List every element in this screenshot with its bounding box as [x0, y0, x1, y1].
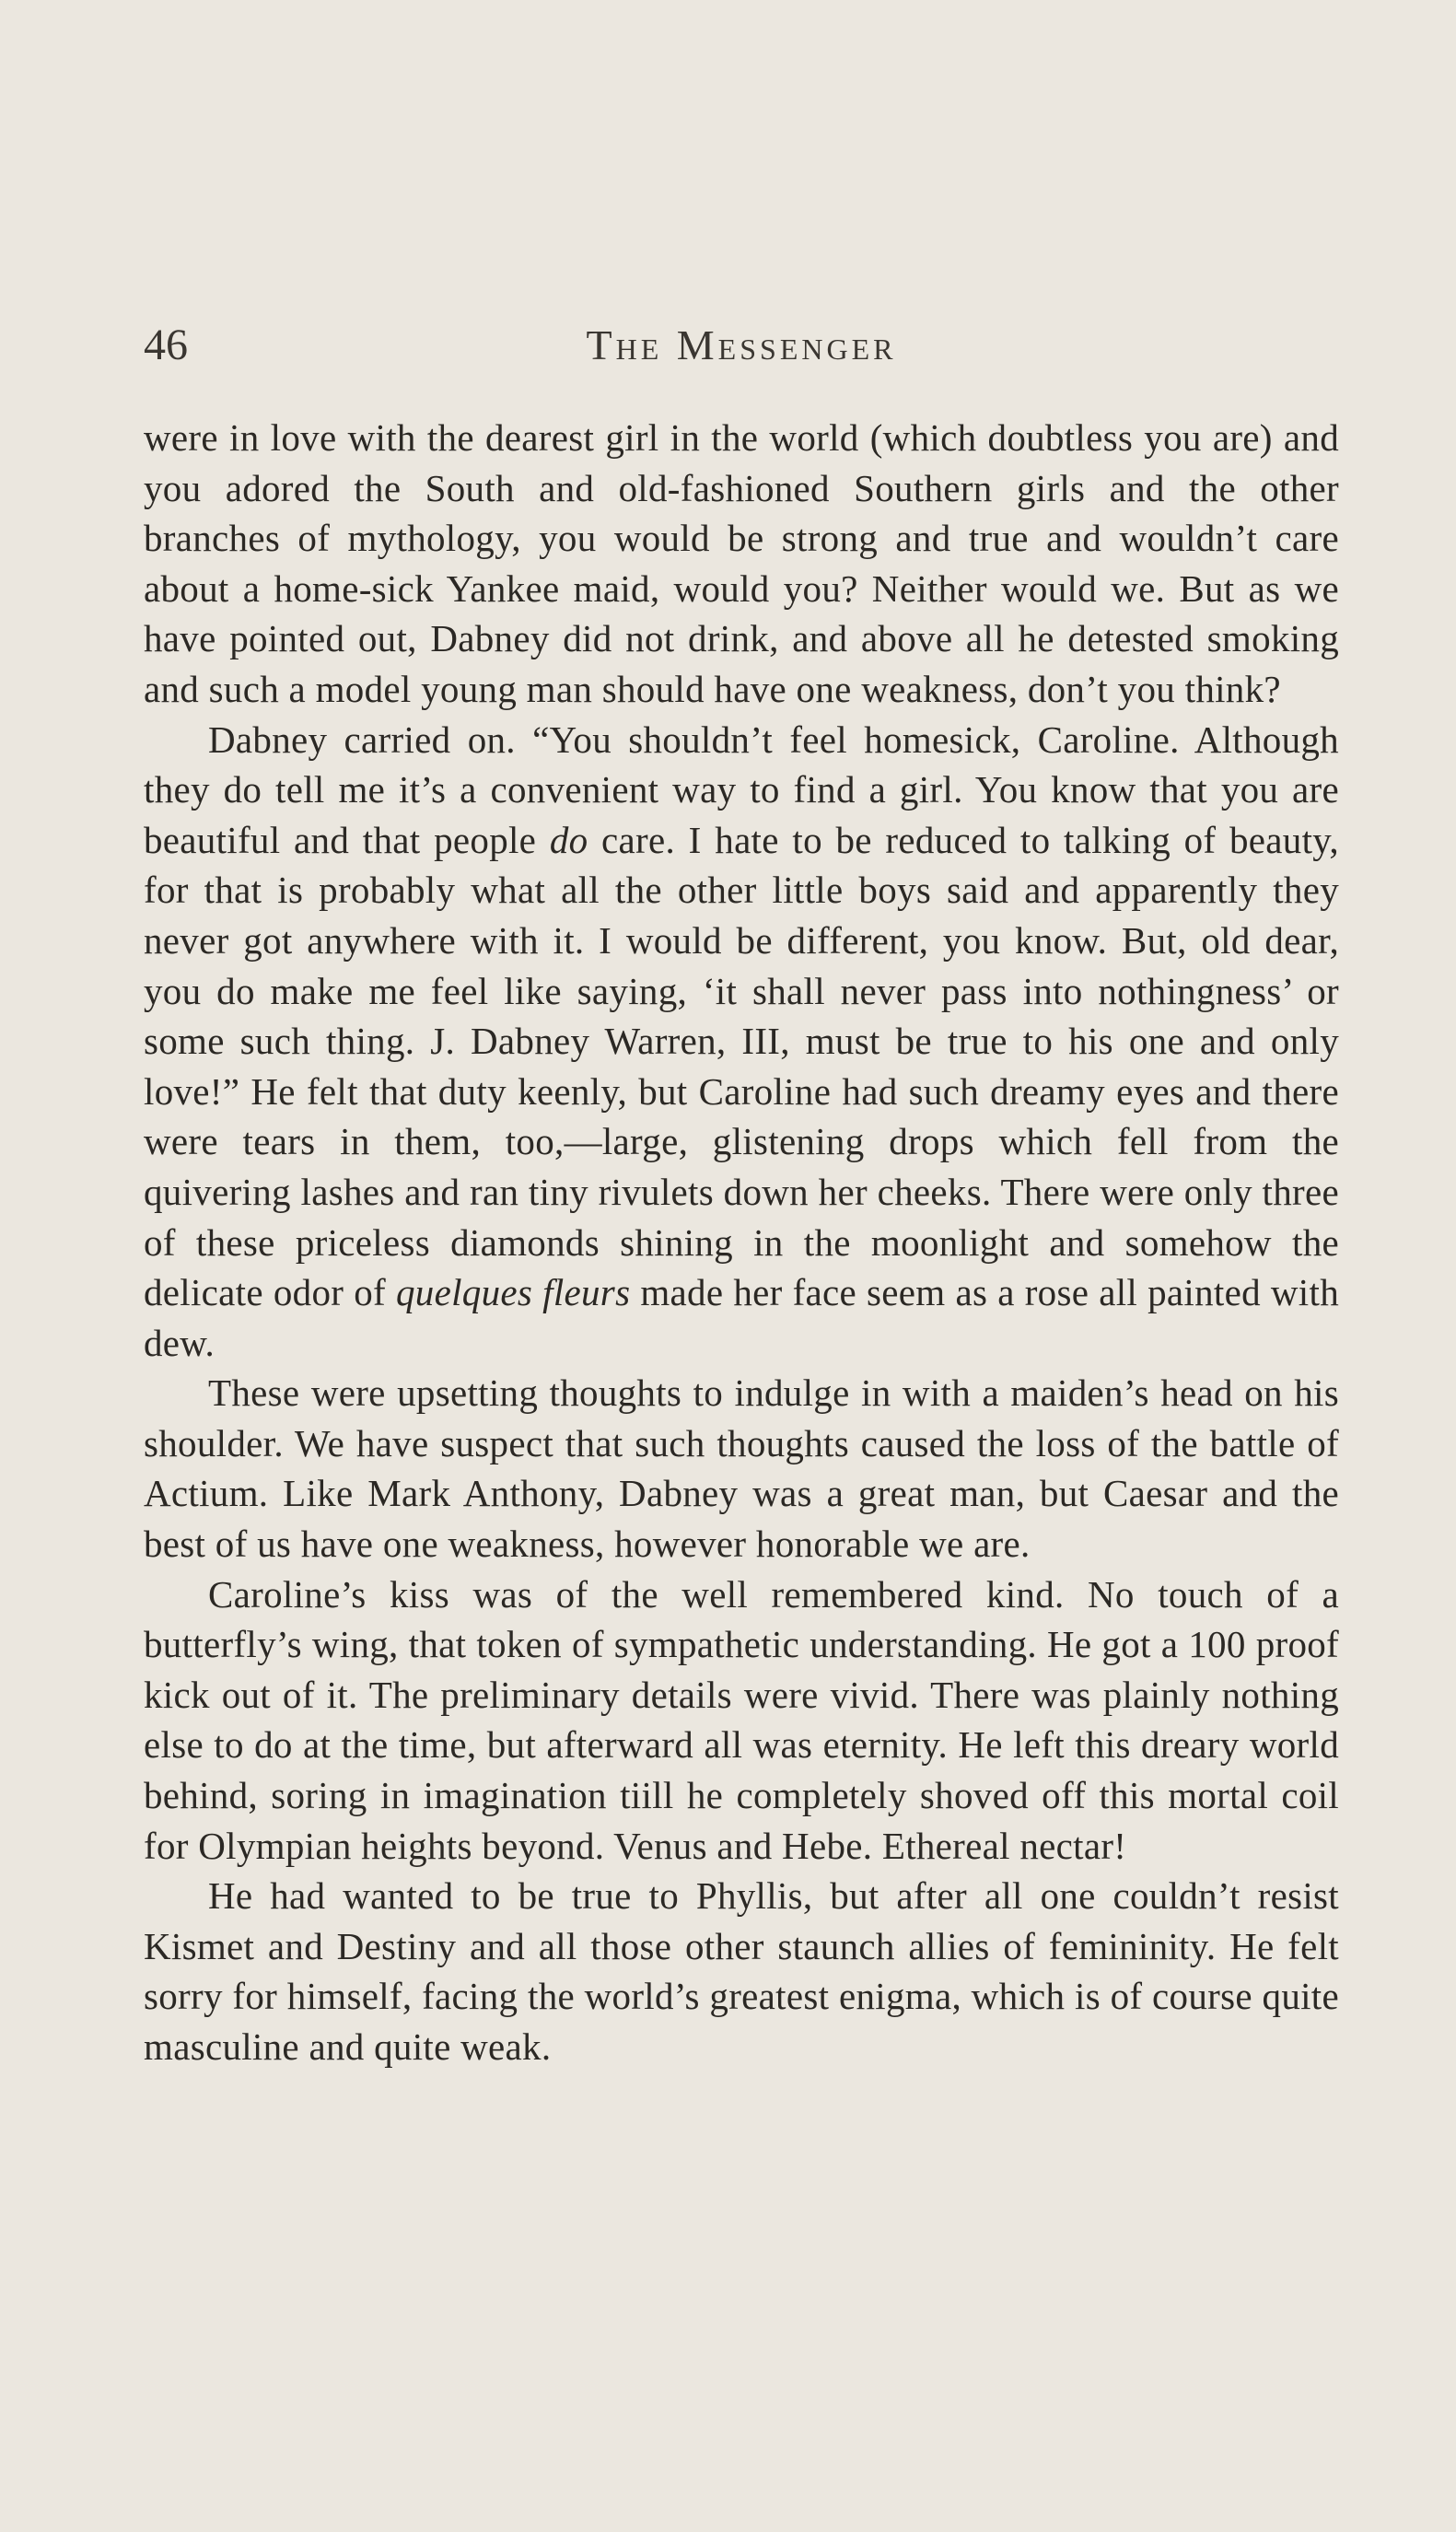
paragraph-2-part-1: Dabney carried on. “You shouldn’t feel homesick, Caroline. Although they do tell me it’s a convenient way to find a girl. You know that you are beautiful and that people [144, 718, 1339, 861]
emphasis-do: do [549, 818, 588, 861]
page-number: 46 [144, 321, 188, 369]
paragraph-2 [144, 715, 1339, 1369]
page-header [144, 313, 1339, 378]
paragraph-2-part-3: made her face seem as a rose all painted with dew. [144, 1271, 1339, 1364]
body-text [144, 413, 1339, 2072]
paragraph-5: He had wanted to be true to Phyllis, but after all one couldn’t resist Kismet and Destiny and all those other staunch allies of femininity. He felt sorry for himself, facing the world’s greatest enigma, which is of course quite masculine and quite weak. [144, 1874, 1339, 2068]
paragraph-2-part-2: care. I hate to be reduced to talking of beauty, for that is probably what all the other little boys said and apparently they never got anywhere with it. I would be different, you know. But, old dear, you do make me feel like saying, ‘it shall never pass into nothingness’ or some such thing. J. Dabney Warren, III, must be true to his one and only love!” He felt that duty keenly, but Caroline had such dreamy eyes and there were tears in them, too,—large, glistening drops which fell from the quivering lashes and ran tiny rivulets down her cheeks. There were only three of these priceless diamonds shining in the moonlight and somehow the delicate odor of [144, 818, 1339, 1314]
paragraph-4: Caroline’s kiss was of the well remembered kind. No touch of a butterfly’s wing, that token of sympathetic understanding. He got a 100 proof kick out of it. The preliminary details were vivid. There was plainly nothing else to do at the time, but afterward all was eternity. He left this dreary world behind, soring in imagination tiill he completely shoved off this mortal coil for Olympian heights beyond. Venus and Hebe. Ethereal nectar! [144, 1572, 1339, 1867]
paragraph-3: These were upsetting thoughts to indulge in with a maiden’s head on his shoulder. We have suspect that such thoughts caused the loss of the battle of Actium. Like Mark Anthony, Dabney was a great man, but Caesar and the best of us have one weakness, however honorable we are. [144, 1371, 1339, 1566]
paragraph-1: were in love with the dearest girl in the world (which doubtless you are) and you adored the South and old-fashioned Southern girls and the other branches of mythology, you would be strong and true and wouldn’t care about a home-sick Yankee maid, would you? Neither would we. But as we have pointed out, Dabney did not drink, and above all he detested smoking and such a model young man should have one weakness, don’t you think? [144, 416, 1339, 710]
emphasis-quelques-fleurs: quelques fleurs [395, 1271, 631, 1314]
running-title: The Messenger [586, 321, 897, 368]
